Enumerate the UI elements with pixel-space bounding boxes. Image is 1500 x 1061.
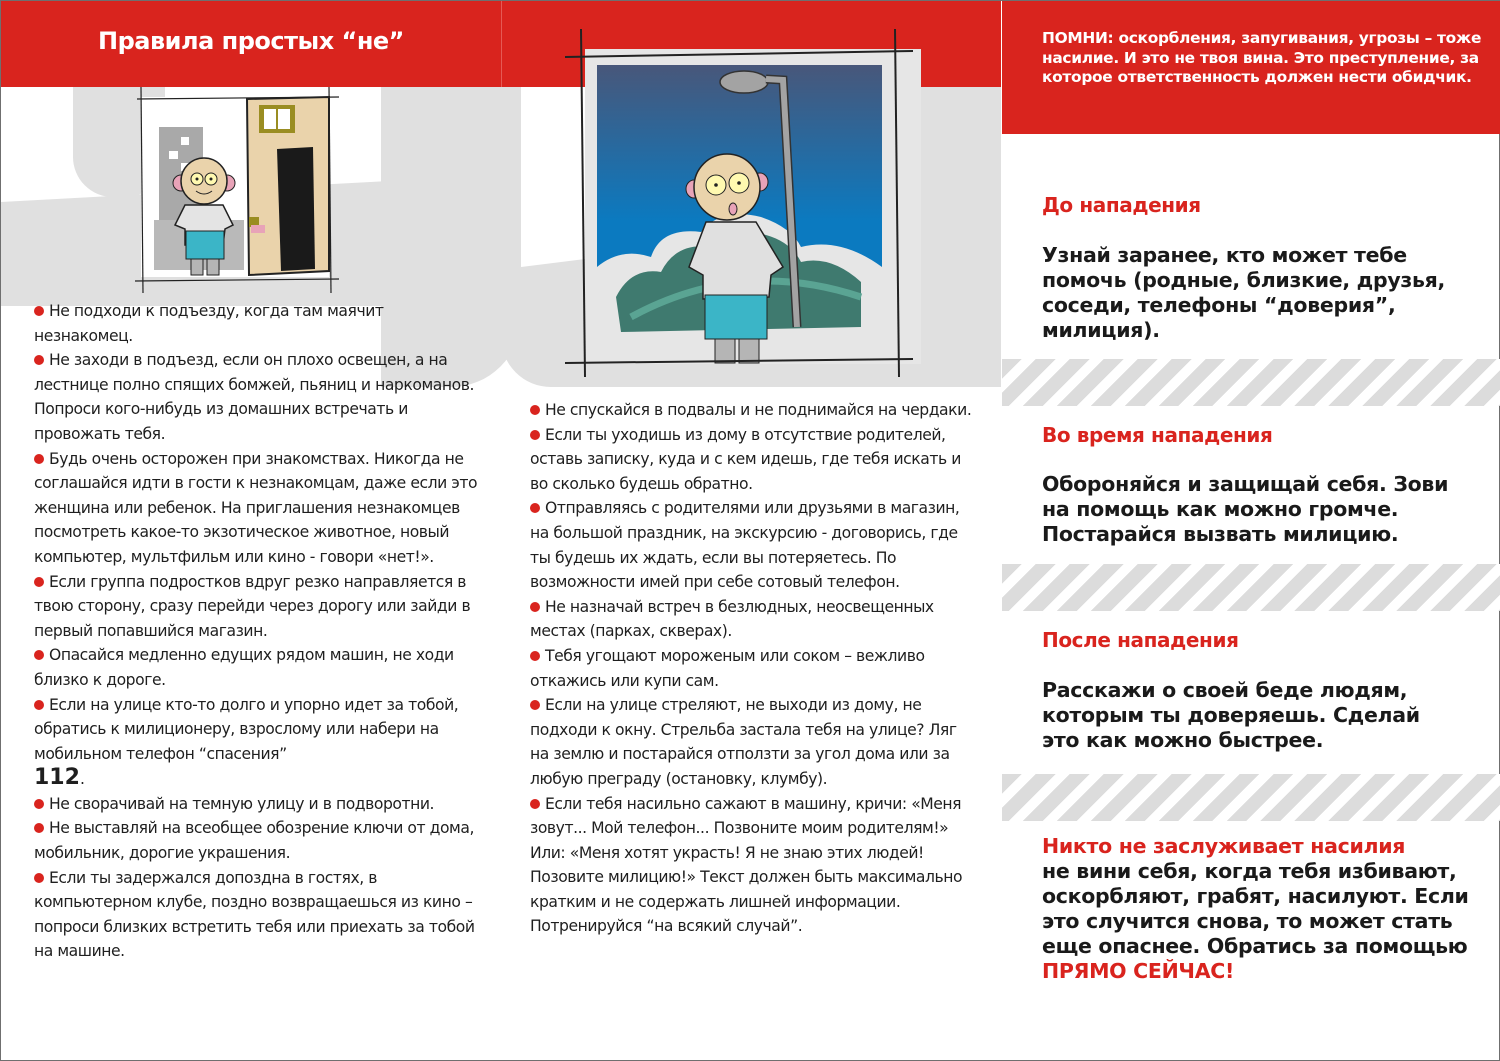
striped-divider [1002, 564, 1500, 611]
bullet-dot-icon [34, 823, 44, 833]
bullet-dot-icon [530, 651, 540, 661]
rule-item: Не назначай встреч в безлюдных, неосвещенных местах (парках, скверах). [530, 597, 934, 641]
rule-item: Если ты уходишь из дому в отсутствие родителей, оставь записку, куда и с кем идешь, где тебя искать и во сколько будешь обратно. [530, 425, 961, 493]
section-heading-before: До нападения [1042, 193, 1201, 217]
rule-item: Не сворачивай на темную улицу и в подворотни. [34, 792, 479, 817]
bullet-dot-icon [530, 799, 540, 809]
bullet-dot-icon [34, 454, 44, 464]
final-heading: Никто не заслуживает насилия [1042, 834, 1406, 858]
section-body-during: Обороняйся и защищай себя. Зови на помощь как можно громче. Постарайся вызвать милицию. [1042, 472, 1449, 546]
section-body-after: Расскажи о своей беде людям, которым ты доверяешь. Сделай это как можно быстрее. [1042, 678, 1420, 752]
section-heading-after: После нападения [1042, 628, 1239, 652]
rule-item: Будь очень осторожен при знакомствах. Никогда не соглашайся идти в гости к незнакомцам, даже если это женщина или ребенок. На приглашения незнакомцев посмотреть какое-то экзотическое животное, новый компьютер, мультфильм или кино - говори «нет!». [34, 449, 478, 566]
rule-item: Если на улице кто-то долго и упорно идет за тобой, обратись к милиционеру, взрослому или набери на мобильном телефон “спасения” 112. [34, 695, 459, 791]
remember-text: ПОМНИ: оскорбления, запугивания, угрозы – тоже насилие. И это не твоя вина. Это преступление, за которое ответственность должен нести обидчик. [1042, 29, 1482, 86]
boy-door-illustration [129, 85, 344, 295]
rule-item: Отправляясь с родителями или друзьями в магазин, на большой праздник, на экскурсию - договорись, где ты будешь их ждать, если вы потеряетесь. По возможности имей при себе сотовый телефон. [530, 499, 960, 592]
bullet-dot-icon [34, 873, 44, 883]
rule-item: Не подходи к подъезду, когда там маячит незнакомец. [34, 302, 384, 345]
rule-item: Тебя угощают мороженым или соком – вежливо откажись или купи сам. [530, 646, 925, 690]
bullet-dot-icon [530, 700, 540, 710]
rule-item: Не выставляй на всеобщее обозрение ключи от дома, мобильник, дорогие украшения. [34, 819, 474, 863]
striped-divider [1002, 359, 1500, 406]
bullet-dot-icon [530, 503, 540, 513]
bullet-dot-icon [530, 430, 540, 440]
final-urgent: ПРЯМО СЕЙЧАС! [1042, 959, 1235, 983]
section-heading-during: Во время нападения [1042, 423, 1273, 447]
final-message [1042, 834, 1472, 984]
section-body-before: Узнай заранее, кто может тебе помочь (родные, близкие, друзья, соседи, телефоны “доверия”, милиция). [1042, 243, 1446, 342]
middle-rules-list [530, 398, 975, 939]
bullet-dot-icon [530, 405, 540, 415]
bullet-dot-icon [34, 306, 44, 316]
bullet-dot-icon [34, 650, 44, 660]
bullet-dot-icon [34, 700, 44, 710]
boy-streetlamp-icon [561, 27, 921, 379]
emergency-number: 112 [34, 765, 80, 791]
bullet-dot-icon [34, 355, 44, 365]
rule-item: Не заходи в подъезд, если он плохо освещен, а на лестнице полно спящих бомжей, пьяниц и наркоманов. Попроси кого-нибудь из домашних встречать и провожать тебя. [34, 351, 474, 443]
rule-item: Опасайся медленно едущих рядом машин, не ходи близко к дороге. [34, 646, 454, 689]
bullet-dot-icon [34, 799, 44, 809]
bullet-dot-icon [34, 577, 44, 587]
boy-door-icon [129, 85, 344, 295]
bullet-dot-icon [530, 602, 540, 612]
rule-item: Если группа подростков вдруг резко направляется в твою сторону, сразу перейди через дорогу или зайди в первый попавшийся магазин. [34, 572, 471, 640]
rule-item: Если на улице стреляют, не выходи из дому, не подходи к окну. Стрельба застала тебя на улице? Ляг на землю и постарайся отползти за угол дома или за любую преграду (остановку, клумбу). [530, 696, 957, 788]
boy-streetlamp-illustration [561, 27, 921, 379]
striped-divider [1002, 774, 1500, 821]
rule-item: Если тебя насильно сажают в машину, кричи: «Меня зовут... Мой телефон... Позвоните моим родителям!» Или: «Меня хотят украсть! Я не знаю этих людей! Позовите милицию!» Текст должен быть максимально кратким и не содержать лишней информации. Потренируйся “на всякий случай”. [530, 794, 963, 936]
page-title: Правила простых “не” [98, 27, 404, 55]
rule-item: Если ты задержался допоздна в гостях, в компьютерном клубе, поздно возвращаешься из кино – попроси близких встретить тебя или приехать за тобой на машине. [34, 868, 475, 961]
final-body: не вини себя, когда тебя избивают, оскорбляют, грабят, насилуют. Если это случится снова, то может стать еще опаснее. Обратись за помощью [1042, 859, 1469, 958]
rule-item: Не спускайся в подвалы и не поднимайся на чердаки. [530, 398, 975, 423]
header-divider [501, 1, 502, 87]
left-rules-list [34, 299, 479, 964]
